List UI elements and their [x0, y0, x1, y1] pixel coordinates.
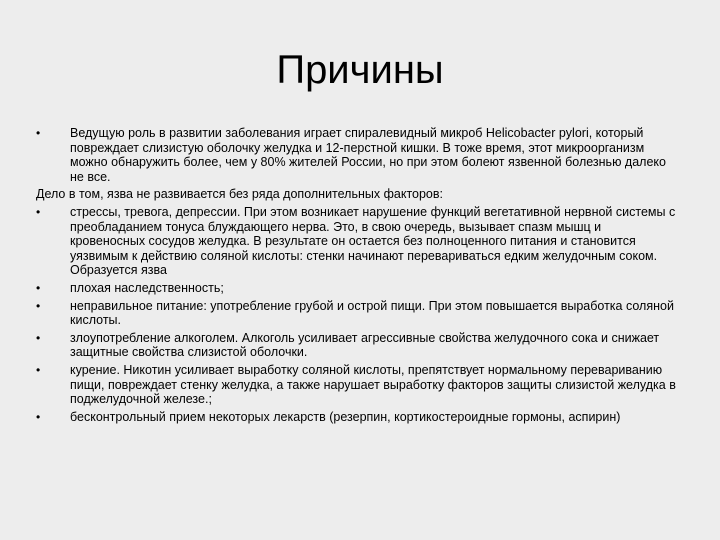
list-item-text: курение. Никотин усиливает выработку соляной кислоты, препятствует нормальному перевариванию пищи, повреждает стенку желудка, а также нарушает выработку факторов защиты слизистой желудка в поджелудочной железе.; — [70, 362, 676, 407]
list-item-text: Ведущую роль в развитии заболевания играет спиралевидный микроб Helicobacter pylori, который повреждает слизистую оболочку желудка и 12-перстной кишки. В тоже время, этот микроорганизм можно обнаружить более, чем у 80% жителей России, но при этом болеют язвенной болезнью далеко не все. — [70, 126, 666, 184]
list-item — [36, 281, 676, 296]
list-item — [36, 205, 676, 278]
bullet-icon: • — [36, 126, 41, 140]
list-item — [36, 410, 676, 425]
bullet-icon: • — [36, 204, 41, 219]
list-item-text: злоупотребление алкоголем. Алкоголь усиливает агрессивные свойства желудочного сока и снижает защитные свойства слизистой оболочки. — [70, 330, 660, 360]
list-item-text: бесконтрольный прием некоторых лекарств (резерпин, кортикостероидные гормоны, аспирин) — [70, 409, 621, 424]
bullet-icon: • — [36, 298, 41, 313]
list-item — [36, 363, 676, 407]
list-item-text: стрессы, тревога, депрессии. При этом возникает нарушение функций вегетативной нервной системы с преобладанием тонуса блуждающего нерва. Это, в свою очередь, вызывает спазм мышц и кровеносных сосудов желудка. В результате он остается без полноценного питания и становится уязвимым к действию соляной кислоты: стенки начинают перевариваться едким желудочным соком. Образуется язва — [70, 204, 676, 278]
list-item — [36, 299, 676, 328]
slide-content — [36, 126, 676, 427]
list-item — [36, 126, 676, 184]
list-item — [36, 331, 676, 360]
list-item-text: неправильное питание: употребление грубой и острой пищи. При этом повышается выработка соляной кислоты. — [70, 298, 674, 328]
bullet-icon: • — [36, 280, 41, 295]
bullet-icon: • — [36, 409, 41, 424]
bullet-icon: • — [36, 362, 41, 377]
list-item-text: плохая наследственность; — [70, 280, 224, 295]
slide-title: Причины — [276, 48, 444, 92]
paragraph: Дело в том, язва не развивается без ряда дополнительных факторов: — [36, 187, 443, 202]
bullet-icon: • — [36, 330, 41, 345]
